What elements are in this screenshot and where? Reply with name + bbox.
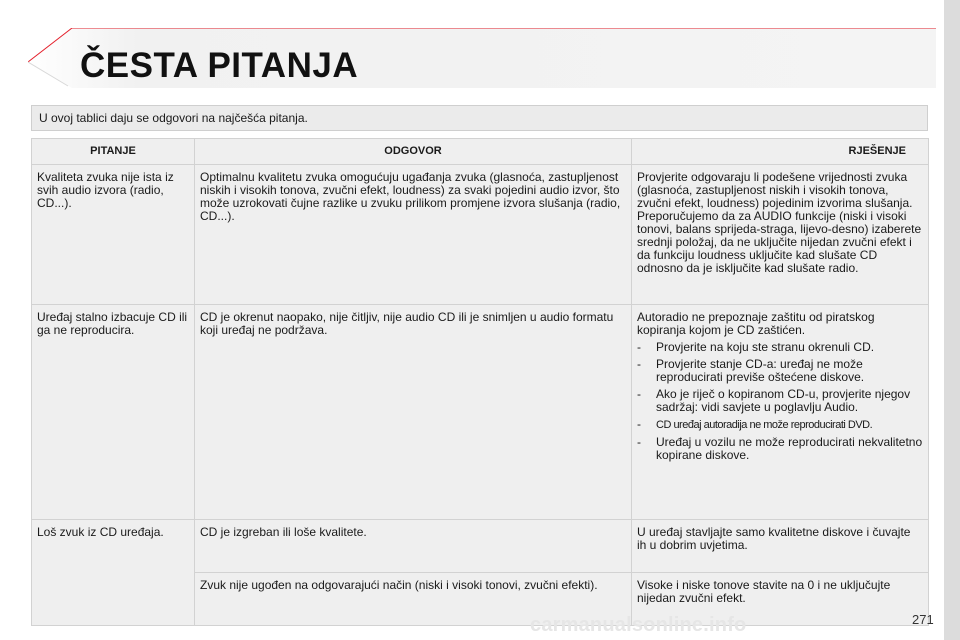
header-solution: RJEŠENJE (632, 139, 929, 165)
page-number: 271 (912, 612, 934, 627)
answer-cell: Optimalnu kvalitetu zvuka omogućuju ugađanja zvuka (glasnoća, zastupljenost niskih i visokih tonova, zvučni efekt, loudness) za svaki pojedini audio izvor, što može uzrokovati čujne razlike u zvuku prilikom promjene izvora slušanja (radio, CD...). (195, 165, 632, 305)
watermark: carmanualsonline.info (530, 614, 747, 636)
table-row (32, 520, 929, 573)
answer-cell: Zvuk nije ugođen na odgovarajući način (niski i visoki tonovi, zvučni efekti). (195, 573, 632, 626)
list-item: - Provjerite stanje CD-a: uređaj ne može reproducirati previše oštećene diskove. (637, 357, 865, 384)
page-title: ČESTA PITANJA (80, 46, 359, 85)
solution-intro: Autoradio ne prepoznaje zaštitu od piratskog kopiranja kojom je CD zaštićen. (637, 310, 875, 337)
solution-cell (632, 305, 929, 520)
header-question: PITANJE (32, 139, 195, 165)
answer-cell: CD je okrenut naopako, nije čitljiv, nije audio CD ili je snimljen u audio formatu koji uređaj ne podržava. (195, 305, 632, 520)
solution-cell: Provjerite odgovaraju li podešene vrijednosti zvuka (glasnoća, zastupljenost niskih i visokih tonova, zvučni efekt, loudness) pojedinim izvorima slušanja. Preporučujemo da za AUDIO funkcije (niski i visoki tonovi, balans sprijeda-straga, lijevo-desno) izaberete srednji položaj, da ne uključite nijedan zvučni efekt i da funkciju loudness uključite kad slušate CD odnosno da je isključite kad slušate radio. (632, 165, 929, 305)
question-cell: Uređaj stalno izbacuje CD ili ga ne reproducira. (32, 305, 195, 520)
list-item: - CD uređaj autoradija ne može reproducirati DVD. (637, 417, 873, 431)
table-row (32, 165, 929, 305)
question-cell: Loš zvuk iz CD uređaja. (32, 520, 195, 626)
solution-cell: U uređaj stavljajte samo kvalitetne diskove i čuvajte ih u dobrim uvjetima. (632, 520, 929, 573)
solution-steps (637, 341, 923, 462)
intro-banner: U ovoj tablici daju se odgovori na najčešća pitanja. (31, 105, 928, 131)
list-item: - Ako je riječ o kopiranom CD-u, provjerite njegov sadržaj: vidi savjete u poglavlju Audio. (637, 387, 911, 414)
table-row (32, 305, 929, 520)
page-edge-strip (944, 0, 960, 640)
solution-cell: Visoke i niske tonove stavite na 0 i ne uključujte nijedan zvučni efekt. (632, 573, 929, 626)
list-item: - Uređaj u vozilu ne može reproducirati nekvalitetno kopirane diskove. (637, 435, 923, 462)
header-answer: ODGOVOR (195, 139, 632, 165)
question-cell: Kvaliteta zvuka nije ista iz svih audio izvora (radio, CD...). (32, 165, 195, 305)
answer-cell: CD je izgreban ili loše kvalitete. (195, 520, 632, 573)
faq-table (31, 138, 929, 626)
list-item: - Provjerite na koju ste stranu okrenuli CD. (637, 340, 875, 354)
